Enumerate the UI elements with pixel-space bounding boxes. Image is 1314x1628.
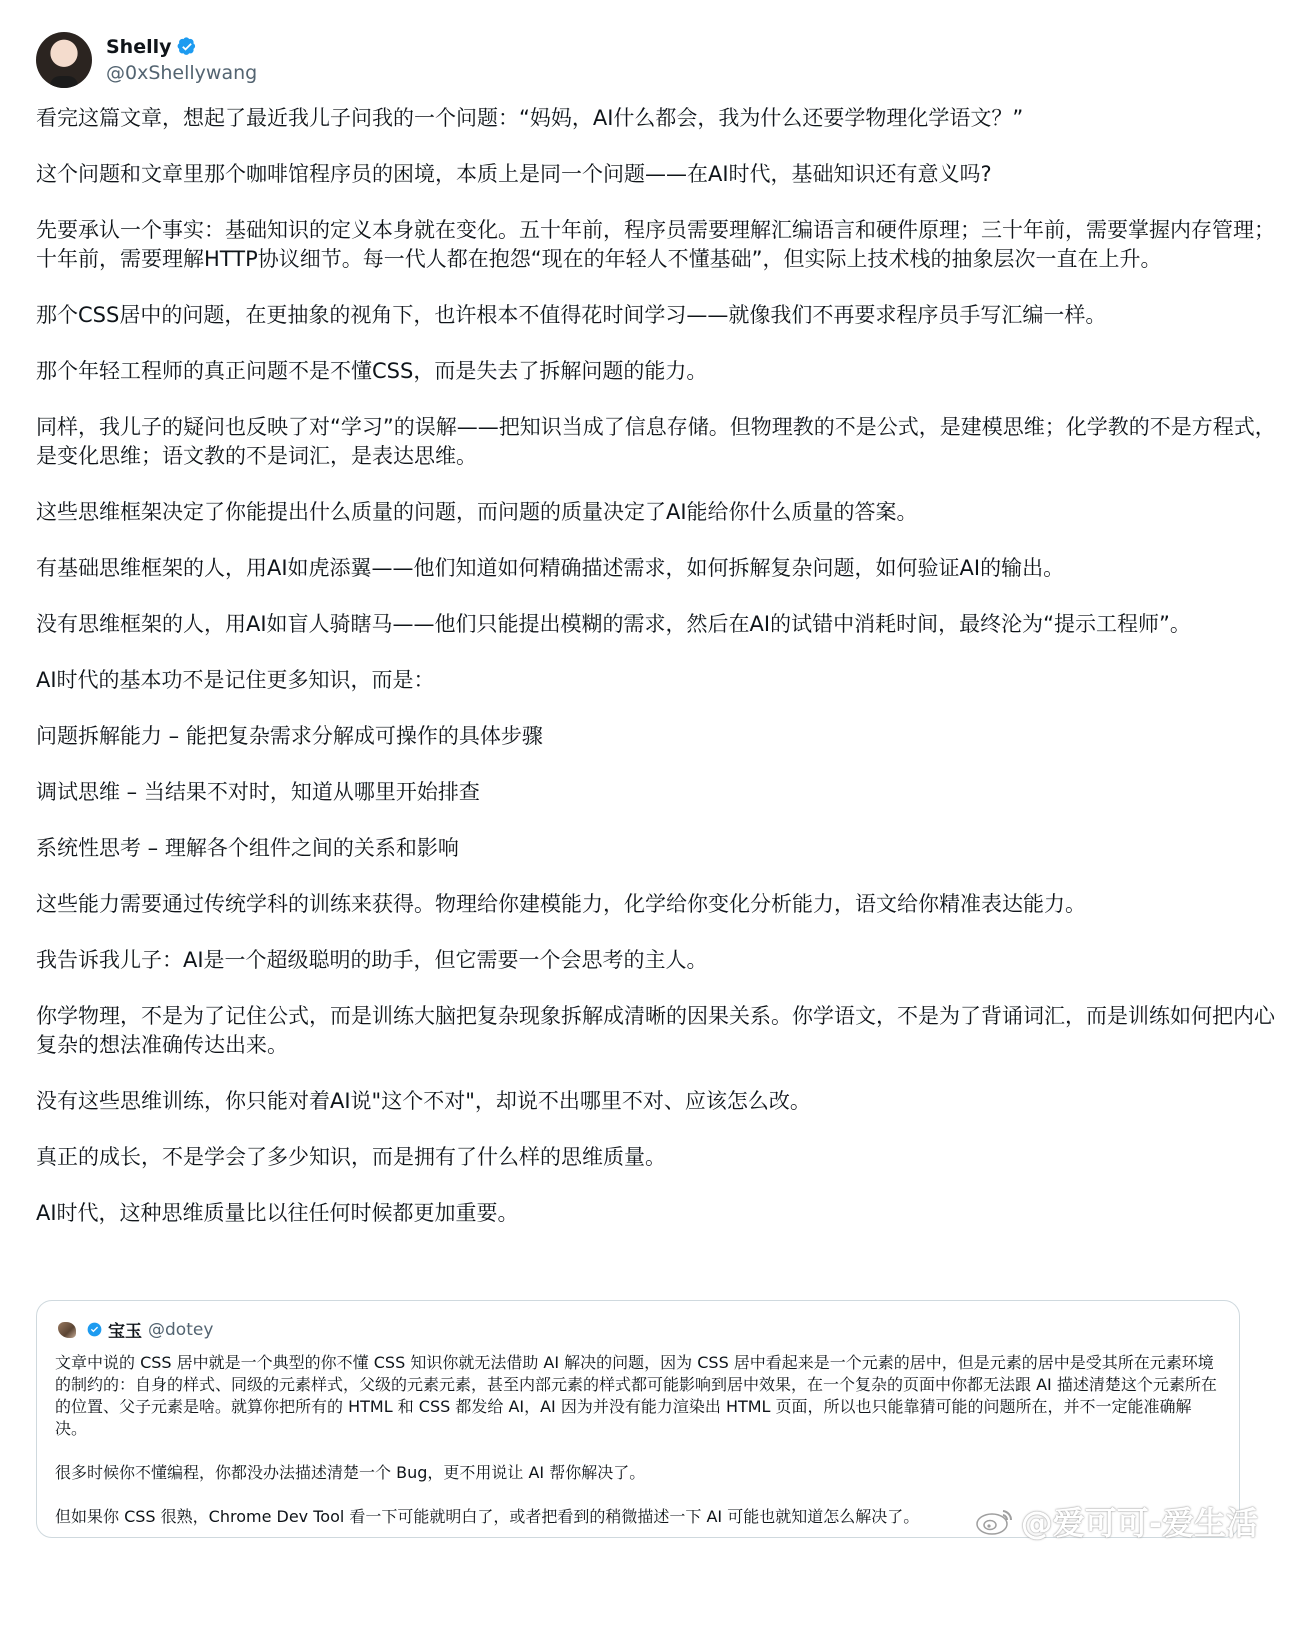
post-paragraph: 这个问题和文章里那个咖啡馆程序员的困境，本质上是同一个问题——在AI时代，基础知识还有意义吗? xyxy=(36,162,992,186)
post-paragraph: 这些能力需要通过传统学科的训练来获得。物理给你建模能力，化学给你变化分析能力，语文给你精准表达能力。 xyxy=(36,892,1086,916)
watermark xyxy=(975,1498,1258,1544)
post-paragraph: 那个CSS居中的问题，在更抽象的视角下，也许根本不值得花时间学习——就像我们不再要求程序员手写汇编一样。 xyxy=(36,303,1107,327)
author-names xyxy=(106,36,257,84)
quoted-paragraph: 很多时候你不懂编程，你都没办法描述清楚一个 Bug，更不用说让 AI 帮你解决了。 xyxy=(55,1463,646,1482)
post-paragraph: 有基础思维框架的人，用AI如虎添翼——他们知道如何精确描述需求，如何拆解复杂问题，如何验证AI的输出。 xyxy=(36,556,1065,580)
post-paragraph: 没有这些思维训练，你只能对着AI说"这个不对"，却说不出哪里不对、应该怎么改。 xyxy=(36,1089,811,1113)
post-paragraph: 那个年轻工程师的真正问题不是不懂CSS，而是失去了拆解问题的能力。 xyxy=(36,359,708,383)
post-paragraph: 同样，我儿子的疑问也反映了对“学习”的误解——把知识当成了信息存储。但物理教的不是公式，是建模思维；化学教的不是方程式，是变化思维；语文教的不是词汇，是表达思维。 xyxy=(36,415,1276,468)
post-paragraph: 这些思维框架决定了你能提出什么质量的问题，而问题的质量决定了AI能给你什么质量的答案。 xyxy=(36,500,918,524)
post-paragraph: AI时代的基本功不是记住更多知识，而是： xyxy=(36,668,435,692)
author-handle[interactable]: @0xShellywang xyxy=(106,62,258,84)
post-paragraph: 问题拆解能力 – 能把复杂需求分解成可操作的具体步骤 xyxy=(36,724,543,748)
post-paragraph: 系统性思考 – 理解各个组件之间的关系和影响 xyxy=(36,836,459,860)
author-name-row xyxy=(106,36,257,58)
author-name[interactable]: Shelly xyxy=(106,36,172,58)
quoted-tweet-header xyxy=(55,1317,1221,1342)
watermark-text: @爱可可-爱生活 xyxy=(1020,1504,1258,1542)
quoted-author-handle[interactable]: @dotey xyxy=(148,1319,214,1340)
post-paragraph: 没有思维框架的人，用AI如盲人骑瞎马——他们只能提出模糊的需求，然后在AI的试错中消耗时间，最终沦为“提示工程师”。 xyxy=(36,612,1191,636)
verified-badge-icon xyxy=(87,1322,102,1337)
post-paragraph: 看完这篇文章，想起了最近我儿子问我的一个问题：“妈妈，AI什么都会，我为什么还要学物理化学语文？” xyxy=(36,106,1024,130)
post-paragraph: AI时代，这种思维质量比以往任何时候都更加重要。 xyxy=(36,1201,519,1225)
tweet-header xyxy=(36,32,257,88)
quoted-author-avatar[interactable] xyxy=(55,1318,79,1342)
weibo-icon xyxy=(975,1505,1015,1537)
post-body xyxy=(36,104,1276,1255)
author-avatar[interactable] xyxy=(36,32,92,88)
post-paragraph: 你学物理，不是为了记住公式，而是训练大脑把复杂现象拆解成清晰的因果关系。你学语文，不是为了背诵词汇，而是训练如何把内心复杂的想法准确传达出来。 xyxy=(36,1004,1275,1057)
post-paragraph: 调试思维 – 当结果不对时，知道从哪里开始排查 xyxy=(36,780,480,804)
quoted-author-name[interactable]: 宝玉 xyxy=(108,1322,142,1342)
post-paragraph: 我告诉我儿子：AI是一个超级聪明的助手，但它需要一个会思考的主人。 xyxy=(36,948,708,972)
post-paragraph: 先要承认一个事实：基础知识的定义本身就在变化。五十年前，程序员需要理解汇编语言和硬件原理；三十年前，需要掌握内存管理；十年前，需要理解HTTP协议细节。每一代人都在抱怨“现在的年轻人不懂基础”，但实际上技术栈的抽象层次一直在上升。 xyxy=(36,218,1275,271)
post-paragraph: 真正的成长，不是学会了多少知识，而是拥有了什么样的思维质量。 xyxy=(36,1145,666,1169)
quoted-paragraph: 但如果你 CSS 很熟，Chrome Dev Tool 看一下可能就明白了，或者把看到的稍微描述一下 AI 可能也就知道怎么解决了。 xyxy=(55,1507,920,1526)
quoted-paragraph: 文章中说的 CSS 居中就是一个典型的你不懂 CSS 知识你就无法借助 AI 解决的问题，因为 CSS 居中看起来是一个元素的居中，但是元素的居中是受其所在元素环境的制约的：自身的样式、同级的元素样式，父级的元素元素，甚至内部元素的样式都可能影响到居中效果，在一个复杂的页面中你都无法跟 AI 描述清楚这个元素所在的位置、父子元素是啥。就算你把所有的 HTML 和 CSS 都发给 AI，AI 因为并没有能力渲染出 HTML 页面，所以也只能靠猜可能的问题所在，并不一定能准确解决。 xyxy=(55,1353,1217,1438)
verified-badge-icon xyxy=(177,37,197,57)
